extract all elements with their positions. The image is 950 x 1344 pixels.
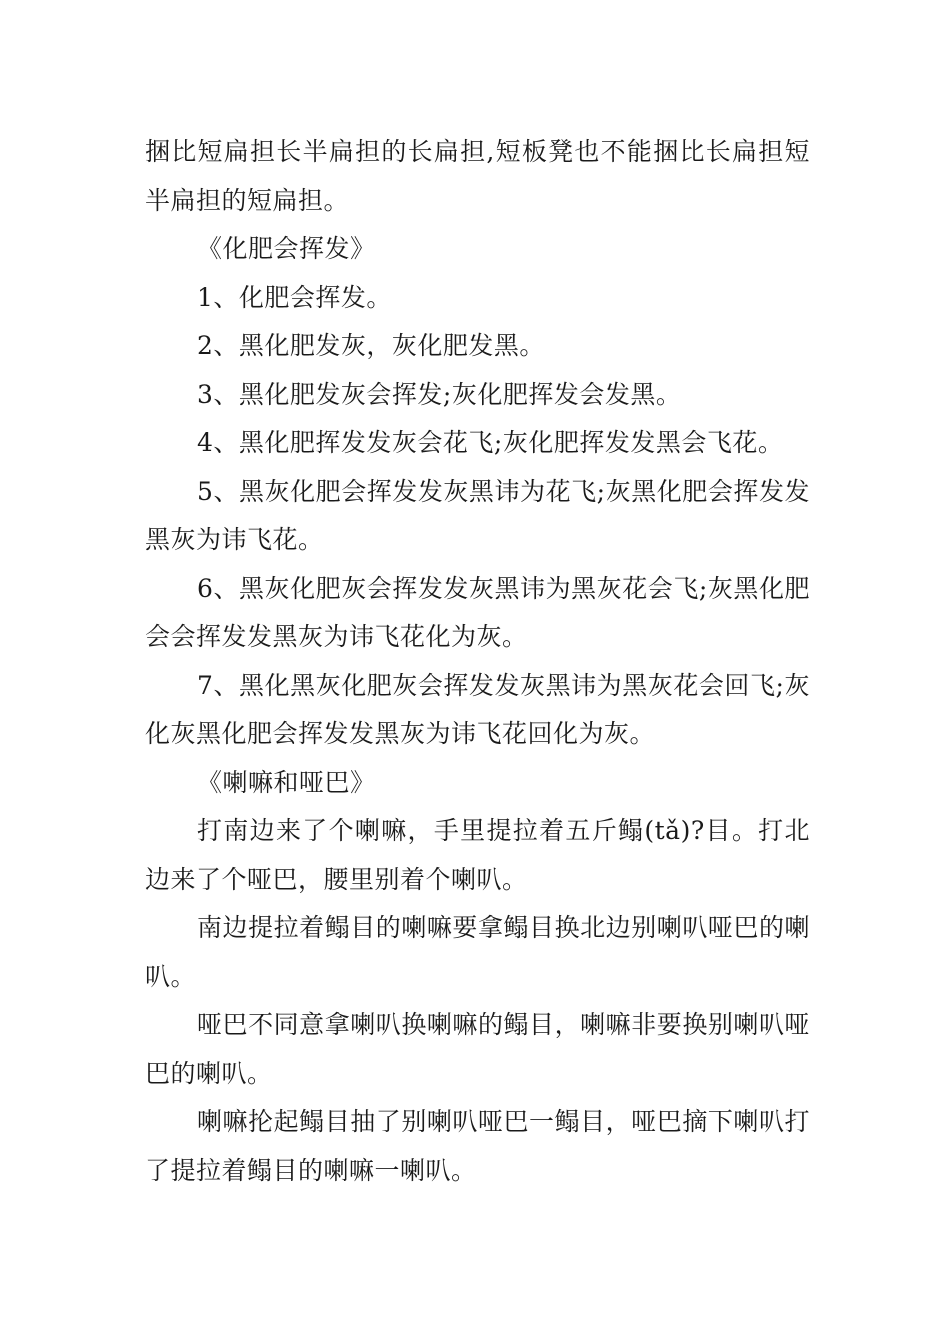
paragraph: 3、黑化肥发灰会挥发;灰化肥挥发会发黑。: [197, 379, 682, 409]
paragraph: 7、黑化黑灰化肥灰会挥发发灰黑讳为黑灰花会回飞;灰化灰黑化肥会挥发发黑灰为讳飞花回化为灰。: [145, 670, 810, 748]
paragraph: 4、黑化肥挥发发灰会花飞;灰化肥挥发发黑会飞花。: [197, 428, 784, 457]
paragraph: 南边提拉着鳎目的喇嘛要拿鳎目换北边别喇叭哑巴的喇叭。: [145, 913, 810, 991]
paragraph: 2、黑化肥发灰，灰化肥发黑。: [197, 331, 545, 360]
paragraph: 1、化肥会挥发。: [197, 282, 392, 312]
paragraph: 喇嘛抡起鳎目抽了别喇叭哑巴一鳎目，哑巴摘下喇叭打了提拉着鳎目的喇嘛一喇叭。: [145, 1107, 810, 1185]
paragraph: 打南边来了个喇嘛，手里提拉着五斤鳎(tǎ)?目。打北边来了个哑巴，腰里别着个喇叭。: [145, 816, 810, 894]
section-title: 《喇嘛和哑巴》: [197, 767, 376, 797]
paragraph: 捆比短扁担长半扁担的长扁担,短板凳也不能捆比长扁担短半扁担的短扁担。: [145, 137, 810, 215]
paragraph: 5、黑灰化肥会挥发发灰黑讳为花飞;灰黑化肥会挥发发黑灰为讳飞花。: [145, 476, 810, 554]
document-body: [145, 128, 810, 1195]
paragraph: 哑巴不同意拿喇叭换喇嘛的鳎目，喇嘛非要换别喇叭哑巴的喇叭。: [145, 1010, 810, 1088]
paragraph: 6、黑灰化肥灰会挥发发灰黑讳为黑灰花会飞;灰黑化肥会会挥发发黑灰为讳飞花化为灰。: [145, 573, 810, 651]
section-title: 《化肥会挥发》: [197, 234, 376, 263]
